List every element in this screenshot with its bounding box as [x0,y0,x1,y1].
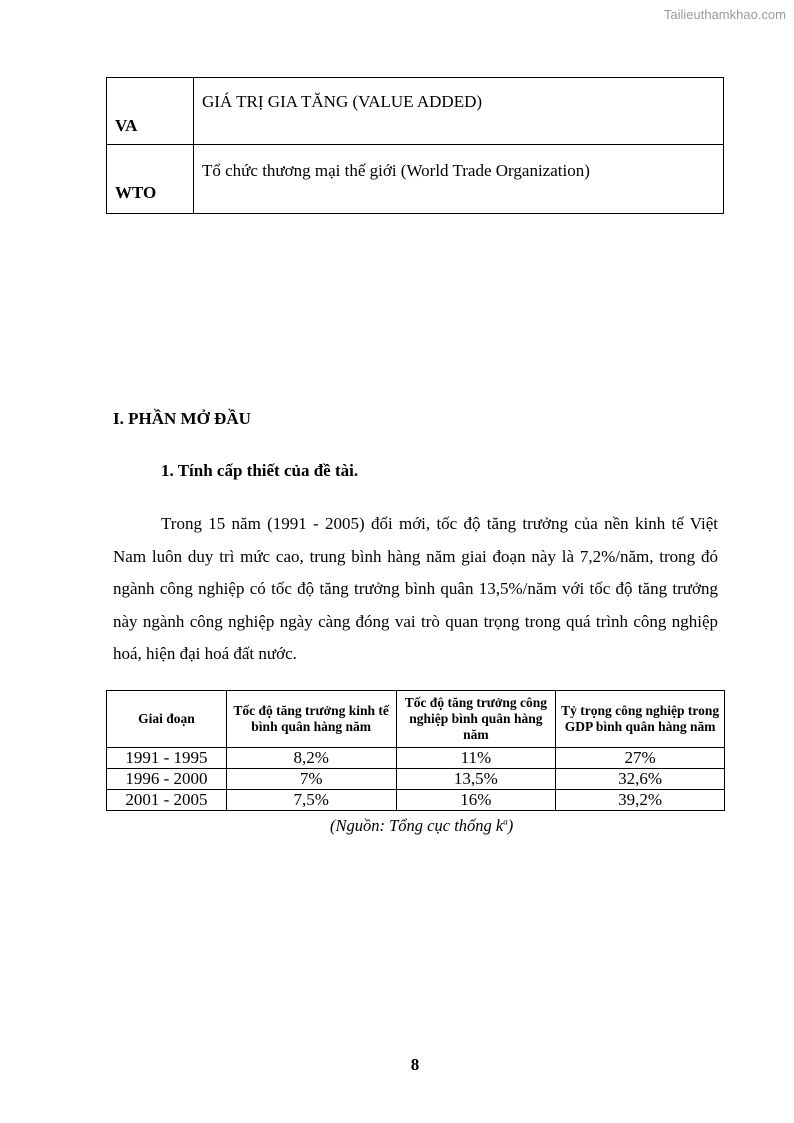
table-cell: 1991 - 1995 [107,748,227,769]
table-header-cell: Tỷ trọng công nghiệp trong GDP bình quân hàng năm [556,691,725,748]
watermark: Tailieuthamkhao.com [663,7,786,22]
table-header-cell: Tốc độ tăng trưởng kinh tế bình quân hàng năm [226,691,396,748]
table-header-cell: Giai đoạn [107,691,227,748]
table-row [107,748,725,769]
table-row [107,790,725,811]
growth-table [106,690,725,811]
table-cell: 8,2% [226,748,396,769]
source-superscript: a [503,816,508,827]
source-note [330,816,513,836]
source-close: ) [507,816,514,835]
table-cell: 13,5% [396,769,556,790]
body-paragraph: Trong 15 năm (1991 - 2005) đổi mới, tốc độ tăng trưởng của nền kinh tế Việt Nam luôn duy trì mức cao, trung bình hàng năm giai đoạn này là 7,2%/năm, trong đó ngành công nghiệp có tốc độ tăng trưởng bình quân 13,5%/năm với tốc độ tăng trưởng này ngành công nghiệp ngày càng đóng vai trò quan trọng trong quá trình công nghiệp hoá, hiện đại hoá đất nước. [113,514,718,663]
table-cell: 1996 - 2000 [107,769,227,790]
table-cell: 7% [226,769,396,790]
table-cell: 39,2% [556,790,725,811]
table-cell: 16% [396,790,556,811]
table-cell: 32,6% [556,769,725,790]
table-row [107,769,725,790]
abbreviation-key: VA [107,78,194,145]
table-cell: 27% [556,748,725,769]
table-header-row [107,691,725,748]
abbreviation-value: GIÁ TRỊ GIA TĂNG (VALUE ADDED) [194,78,724,145]
abbreviation-table [106,77,724,214]
source-text: (Nguồn: Tổng cục thống k [330,816,504,835]
abbreviation-row [107,78,724,145]
table-header-cell: Tốc độ tăng trưởng công nghiệp bình quân hàng năm [396,691,556,748]
table-cell: 11% [396,748,556,769]
abbreviation-value: Tổ chức thương mại thế giới (World Trade Organization) [194,145,724,214]
abbreviation-key: WTO [107,145,194,214]
sub-heading: 1. Tính cấp thiết của đề tài. [161,461,359,480]
section-heading: I. PHẦN MỞ ĐẦU [113,409,251,428]
table-cell: 2001 - 2005 [107,790,227,811]
abbreviation-row [107,145,724,214]
page-number: 8 [410,1055,420,1074]
table-cell: 7,5% [226,790,396,811]
